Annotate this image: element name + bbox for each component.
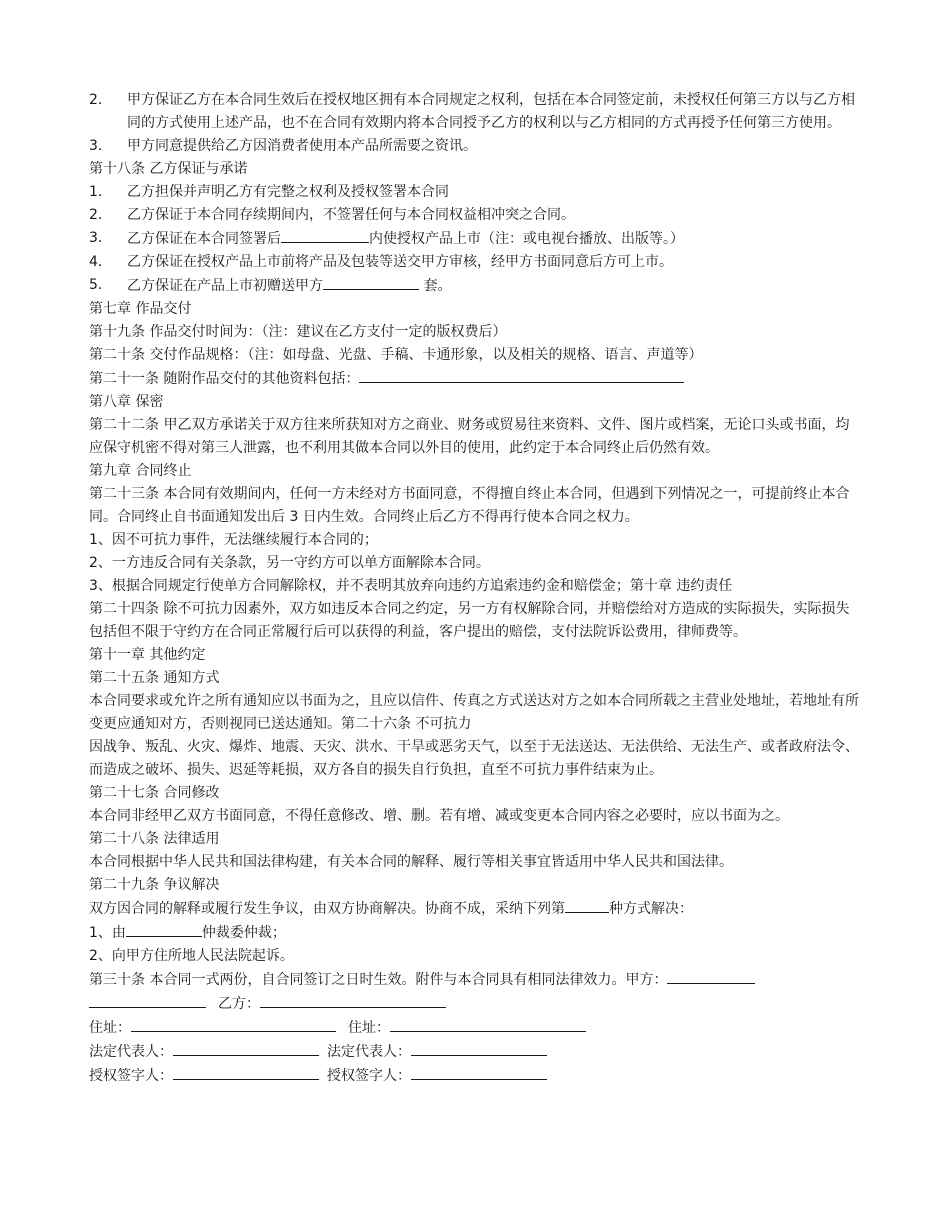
contract-page <box>89 89 861 1088</box>
legal-rep-label: 法定代表人： <box>89 1044 173 1060</box>
list-item <box>89 251 861 274</box>
item-text-post: 套。 <box>419 278 452 294</box>
item-text-pre: 乙方保证在本合同签署后 <box>127 231 281 247</box>
article-23: 第二十三条 本合同有效期间内，任何一方未经对方书面同意，不得擅自终止本合同，但遇到下列情况之一，可提前终止本合同。合同终止自书面通知发出后 3 日内生效。合同终止后乙方不得再行使本合同之权力。 <box>89 486 850 525</box>
item-number: 5． <box>89 277 112 293</box>
blank-line <box>131 1016 336 1032</box>
list-item: 2、向甲方住所地人民法院起诉。 <box>89 948 294 964</box>
option-1-post: 仲裁委仲裁； <box>201 925 286 941</box>
list-item <box>89 204 861 227</box>
item-number: 4． <box>89 254 112 270</box>
blank-line <box>390 1016 586 1032</box>
item-text: 甲方同意提供给乙方因消费者使用本产品所需要之资讯。 <box>127 138 477 154</box>
item-text <box>127 227 861 251</box>
signature-line-address <box>89 1016 861 1040</box>
article-30-text: 第三十条 本合同一式两份，自合同签订之日时生效。附件与本合同具有相同法律效力。甲方： <box>89 972 668 988</box>
blank-line <box>260 992 446 1008</box>
blank-line <box>359 367 684 383</box>
signature-line-legal-rep <box>89 1040 861 1064</box>
list-item <box>89 89 861 135</box>
item-text <box>127 274 861 298</box>
blank-line <box>281 227 369 243</box>
article-24: 第二十四条 除不可抗力因素外，双方如违反本合同之约定，另一方有权解除合同，并赔偿给对方造成的实际损失，实际损失包括但不限于守约方在合同正常履行后可以获得的利益，客户提出的赔偿，支付法院诉讼费用，律师费等。 <box>89 601 850 640</box>
article-29-post: 种方式解决： <box>609 901 693 917</box>
item-text-pre: 乙方保证在产品上市初赠送甲方 <box>127 278 323 294</box>
party-b-label: 乙方： <box>218 996 260 1012</box>
article-29-title: 第二十九条 争议解决 <box>89 877 220 893</box>
article-27-title: 第二十七条 合同修改 <box>89 785 220 801</box>
item-text: 乙方保证于本合同存续期间内，不签署任何与本合同权益相冲突之合同。 <box>127 207 575 223</box>
list-item: 3、根据合同规定行使单方合同解除权，并不表明其放弃向违约方追索违约金和赔偿金；第十章 违约责任 <box>89 578 733 594</box>
list-item <box>89 135 861 158</box>
item-text: 乙方保证在授权产品上市前将产品及包装等送交甲方审核，经甲方书面同意后方可上市。 <box>127 254 673 270</box>
list-item <box>89 181 861 204</box>
article-21-text: 第二十一条 随附作品交付的其他资料包括： <box>89 371 360 387</box>
blank-line <box>411 1040 547 1056</box>
legal-rep-label: 法定代表人： <box>327 1044 411 1060</box>
article-26: 因战争、叛乱、火灾、爆炸、地震、天灾、洪水、干旱或恶劣天气，以至于无法送达、无法供给、无法生产、或者政府法令、而造成之破坏、损失、迟延等耗损，双方各自的损失自行负担，直至不可抗力事件结束为止。 <box>89 739 859 778</box>
option-1-pre: 1、由 <box>89 925 126 941</box>
signature-line-auth-sign <box>89 1064 861 1088</box>
chapter-9-title: 第九章 合同终止 <box>89 463 192 479</box>
item-number: 2． <box>89 207 112 223</box>
blank-line <box>173 1064 319 1080</box>
list-item <box>89 227 861 251</box>
article-30 <box>89 968 861 992</box>
chapter-11-title: 第十一章 其他约定 <box>89 647 206 663</box>
article-29 <box>89 897 861 921</box>
blank-line <box>126 921 202 937</box>
blank-line <box>323 274 419 290</box>
article-28-title: 第二十八条 法律适用 <box>89 831 220 847</box>
article-25: 本合同要求或允许之所有通知应以书面为之，且应以信件、传真之方式送达对方之如本合同所载之主营业处地址，若地址有所变更应通知对方，否则视同已送达通知。第二十六条 不可抗力 <box>89 693 859 732</box>
chapter-8-title: 第八章 保密 <box>89 394 164 410</box>
article-29-pre: 双方因合同的解释或履行发生争议，由双方协商解决。协商不成，采纳下列第 <box>89 901 565 917</box>
article-21 <box>89 367 861 391</box>
article-25-title: 第二十五条 通知方式 <box>89 670 220 686</box>
item-text-post: 内使授权产品上市（注：或电视台播放、出版等。） <box>369 231 684 247</box>
item-number: 1． <box>89 184 112 200</box>
address-label: 住址： <box>348 1020 390 1036</box>
article-22: 第二十二条 甲乙双方承诺关于双方往来所获知对方之商业、财务或贸易往来资料、文件、图片或档案，无论口头或书面，均应保守机密不得对第三人泄露，也不利用其做本合同以外目的使用，此约定于本合同终止后仍然有效。 <box>89 417 850 456</box>
article-27: 本合同非经甲乙双方书面同意，不得任意修改、增、删。若有增、减或变更本合同内容之必要时，应以书面为之。 <box>89 808 789 824</box>
blank-line <box>89 992 206 1008</box>
blank-line <box>667 968 755 984</box>
list-item: 1、因不可抗力事件，无法继续履行本合同的； <box>89 532 378 548</box>
item-number: 2． <box>89 92 112 108</box>
blank-line <box>565 897 609 913</box>
address-label: 住址： <box>89 1020 131 1036</box>
auth-sign-label: 授权签字人： <box>89 1068 173 1084</box>
list-item <box>89 274 861 298</box>
blank-line <box>173 1040 319 1056</box>
list-item: 2、一方违反合同有关条款，另一守约方可以单方面解除本合同。 <box>89 555 490 571</box>
chapter-7-title: 第七章 作品交付 <box>89 301 192 317</box>
article-20: 第二十条 交付作品规格：（注：如母盘、光盘、手稿、卡通形象，以及相关的规格、语言、声道等） <box>89 347 703 363</box>
item-text: 乙方担保并声明乙方有完整之权利及授权签署本合同 <box>127 184 449 200</box>
article-18-title: 第十八条 乙方保证与承诺 <box>89 161 248 177</box>
blank-line <box>411 1064 547 1080</box>
list-item <box>89 921 861 945</box>
auth-sign-label: 授权签字人： <box>327 1068 411 1084</box>
article-19: 第十九条 作品交付时间为：（注：建议在乙方支付一定的版权费后） <box>89 324 507 340</box>
item-number: 3． <box>89 230 112 246</box>
article-28: 本合同根据中华人民共和国法律构建，有关本合同的解释、履行等相关事宜皆适用中华人民共和国法律。 <box>89 854 733 870</box>
signature-line-parties <box>89 992 861 1016</box>
item-number: 3． <box>89 138 112 154</box>
item-text: 甲方保证乙方在本合同生效后在授权地区拥有本合同规定之权利，包括在本合同签定前，未授权任何第三方以与乙方相同的方式使用上述产品，也不在合同有效期内将本合同授予乙方的权利以与乙方相同的方式再授予任何第三方使用。 <box>127 92 855 131</box>
